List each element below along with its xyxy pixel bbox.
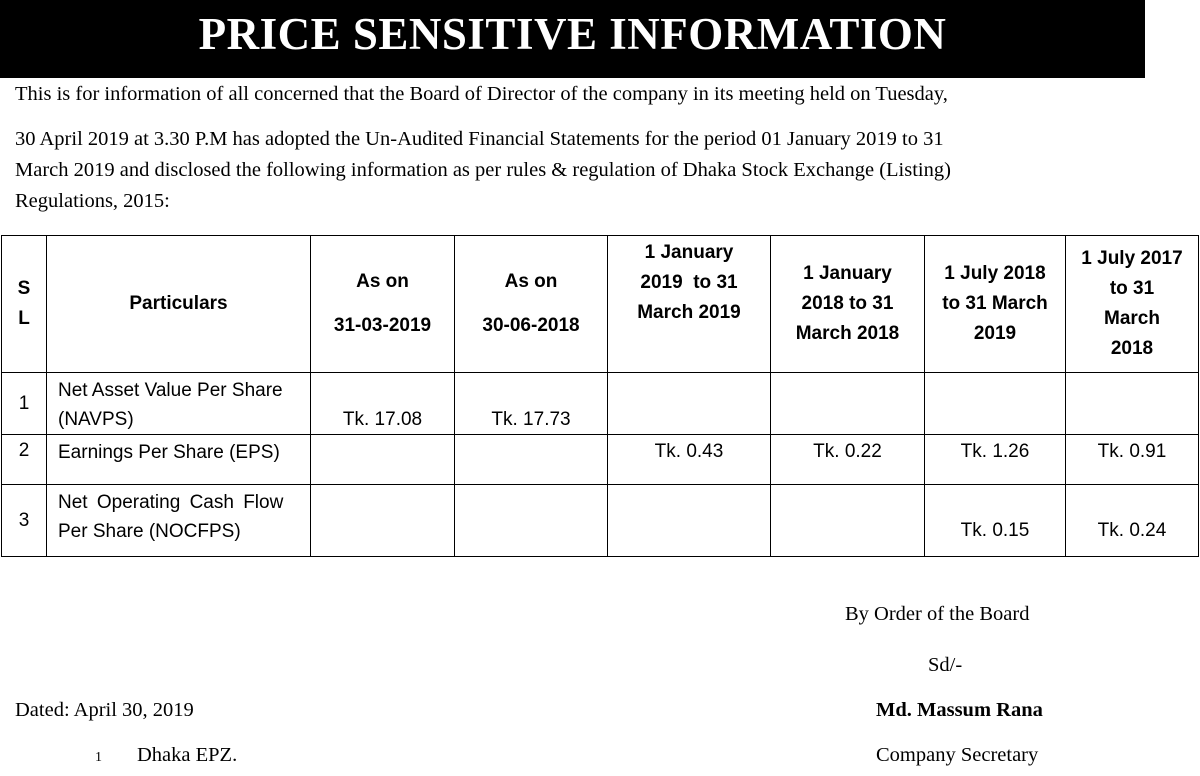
intro-line-4: Regulations, 2015:	[15, 190, 170, 212]
intro-line-1: This is for information of all concerned that the Board of Director of the company in its meeting held on Tuesday,	[15, 83, 948, 105]
row-value-col4	[771, 485, 925, 557]
row-particular	[47, 435, 311, 485]
signature-sd: Sd/-	[928, 654, 963, 676]
row-particular-line2: (NAVPS)	[58, 409, 134, 430]
header-jan-mar-2018	[771, 236, 925, 373]
header-sl-line1: S	[17, 278, 31, 299]
header-as-on-31-03-2019	[311, 236, 455, 373]
row-value-col1	[311, 435, 455, 485]
intro-line-2: 30 April 2019 at 3.30 P.M has adopted the Un-Audited Financial Statements for the period 01 January 2019 to 31	[15, 128, 944, 150]
header-col3-line3: March 2019	[637, 302, 741, 323]
header-col4-line3: March 2018	[795, 323, 900, 344]
signatory-name: Md. Massum Rana	[876, 699, 1043, 721]
row-particular-line1: Net Asset Value Per Share	[58, 380, 283, 401]
header-col5-line1: 1 July 2018	[944, 263, 1046, 284]
row-value-col4: Tk. 0.22	[771, 435, 925, 485]
row-particular	[47, 485, 311, 557]
header-col6-line4: 2018	[1110, 338, 1154, 359]
table-row	[2, 435, 1199, 485]
address-line: Dhaka EPZ.	[137, 744, 238, 766]
row-value-col2: Tk. 17.73	[455, 373, 608, 435]
header-jan-mar-2019	[608, 236, 771, 373]
row-value-col5: Tk. 1.26	[925, 435, 1066, 485]
row-value-col5	[925, 373, 1066, 435]
header-col1-line2: 31-03-2019	[333, 315, 432, 336]
row-value-col1: Tk. 17.08	[311, 373, 455, 435]
row-value-col6: Tk. 0.91	[1066, 435, 1199, 485]
signatory-role: Company Secretary	[876, 744, 1039, 766]
row-particular	[47, 373, 311, 435]
financial-info-table	[1, 235, 1199, 557]
header-col2-line1: As on	[504, 271, 558, 292]
title-banner	[0, 0, 1145, 78]
header-col3-line2: 2019 to 31	[640, 272, 738, 293]
row-value-col1	[311, 485, 455, 557]
header-sl-line2: L	[18, 308, 30, 329]
table-header-row	[2, 236, 1199, 373]
row-value-col2	[455, 485, 608, 557]
row-value-col6: Tk. 0.24	[1066, 485, 1199, 557]
row-value-col3	[608, 485, 771, 557]
header-col6-line1: 1 July 2017	[1081, 248, 1183, 269]
header-col3-line1: 1 January	[644, 242, 734, 263]
table-row	[2, 373, 1199, 435]
header-col2-line2: 30-06-2018	[482, 315, 580, 336]
header-col4-line2: 2018 to 31	[801, 293, 894, 314]
row-value-col3: Tk. 0.43	[608, 435, 771, 485]
header-col6-line3: March	[1104, 308, 1160, 329]
header-jul-2017-mar-2018	[1066, 236, 1199, 373]
row-value-col2	[455, 435, 608, 485]
header-particulars: Particulars	[47, 236, 311, 373]
intro-line-3: March 2019 and disclosed the following information as per rules & regulation of Dhaka Stock Exchange (Listing)	[15, 159, 951, 181]
by-order-text: By Order of the Board	[845, 603, 1030, 625]
header-col5-line3: 2019	[973, 323, 1017, 344]
header-col6-line2: to 31	[1109, 278, 1155, 299]
row-sl: 3	[2, 485, 47, 557]
footnote-number: 1	[95, 750, 102, 765]
page-title: PRICE SENSITIVE INFORMATION	[198, 9, 947, 59]
row-value-col6	[1066, 373, 1199, 435]
row-particular-line2: Per Share (NOCFPS)	[58, 521, 241, 542]
row-value-col5: Tk. 0.15	[925, 485, 1066, 557]
header-as-on-30-06-2018	[455, 236, 608, 373]
row-sl: 1	[2, 373, 47, 435]
row-value-col4	[771, 373, 925, 435]
header-jul-2018-mar-2019	[925, 236, 1066, 373]
header-col5-line2: to 31 March	[942, 293, 1048, 314]
date-line: Dated: April 30, 2019	[15, 699, 194, 721]
row-particular-line1: Earnings Per Share (EPS)	[58, 442, 280, 463]
header-col1-line1: As on	[356, 271, 409, 292]
table-row	[2, 485, 1199, 557]
row-particular-line1: Net Operating Cash Flow	[58, 492, 284, 513]
header-col4-line1: 1 January	[803, 263, 892, 284]
row-sl: 2	[2, 435, 47, 485]
header-sl	[2, 236, 47, 373]
row-value-col3	[608, 373, 771, 435]
